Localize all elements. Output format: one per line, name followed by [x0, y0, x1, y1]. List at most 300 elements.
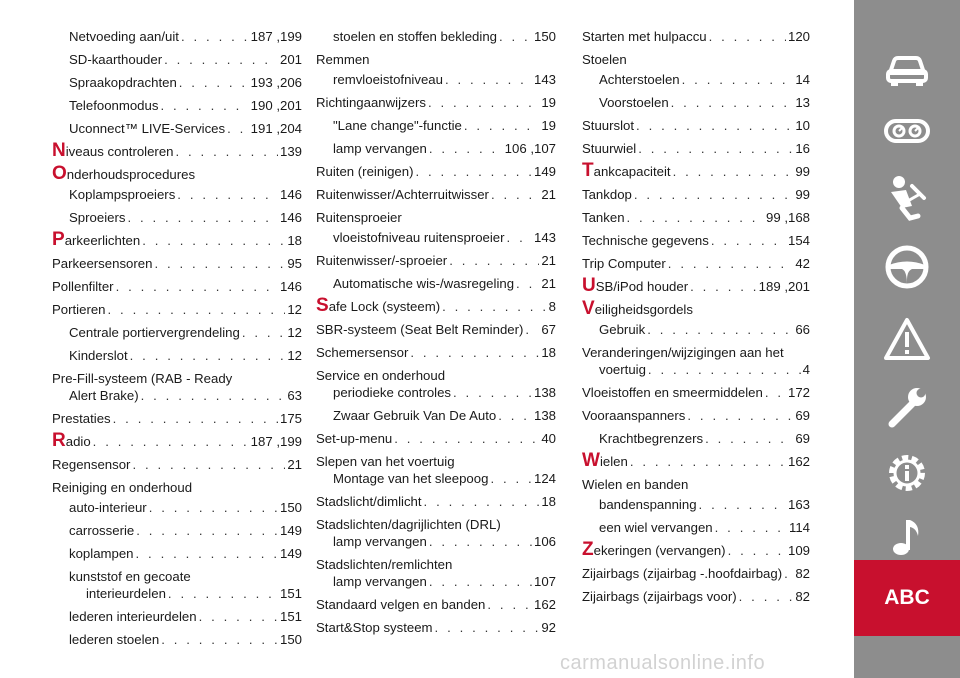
entry-text: Parkeersensoren: [52, 256, 153, 271]
entry-text: Standaard velgen en banden: [316, 597, 486, 612]
entry-text: lederen stoelen: [69, 632, 160, 647]
index-entry[interactable]: [52, 51, 302, 68]
entry-title: [582, 140, 636, 157]
index-entry[interactable]: [52, 97, 302, 114]
index-entry[interactable]: [582, 160, 810, 181]
initial-letter: R: [52, 430, 66, 451]
entry-text: een wiel vervangen: [599, 520, 713, 535]
index-entry[interactable]: [582, 255, 810, 272]
entry-title: [316, 430, 392, 447]
entry-text: ekeringen (vervangen): [593, 543, 726, 558]
dot-leader: [647, 321, 793, 338]
entry-subtitle: periodieke controles: [333, 385, 452, 400]
page-number: 146: [279, 279, 302, 294]
entry-text: Pollenfilter: [52, 279, 114, 294]
page-number: 146: [279, 187, 302, 202]
page-number: 190 ,201: [250, 98, 302, 113]
dot-leader: [108, 301, 286, 318]
dot-leader: [487, 596, 532, 613]
page-number: 151: [279, 586, 302, 601]
index-entry[interactable]: [582, 384, 810, 401]
entry-text: stoelen en stoffen bekleding: [333, 29, 497, 44]
page-number: 151: [279, 609, 302, 624]
index-entry[interactable]: [316, 229, 556, 246]
page-number: 109: [787, 543, 810, 558]
index-entry[interactable]: [52, 347, 302, 364]
index-entry[interactable]: [582, 71, 810, 88]
dot-leader: [638, 140, 793, 157]
entry-title: [52, 301, 106, 318]
index-entry[interactable]: [582, 321, 810, 338]
entry-title: [316, 252, 447, 269]
car-icon[interactable]: [882, 43, 932, 93]
index-entry[interactable]: [316, 117, 556, 134]
entry-text: SBR-systeem (Seat Belt Reminder): [316, 322, 524, 337]
index-entry[interactable]: [582, 430, 810, 447]
dot-leader: [687, 407, 793, 424]
entry-text: afe Lock (systeem): [328, 299, 441, 314]
entry-title: Stadslichten/dagrijlichten (DRL): [316, 517, 501, 532]
dot-leader: [136, 545, 278, 562]
index-entry[interactable]: [316, 186, 556, 203]
index-entry[interactable]: [52, 430, 302, 451]
dashboard-icon[interactable]: [882, 106, 932, 156]
entry-title: [316, 295, 441, 316]
dot-leader: [113, 410, 278, 427]
entry-title: [69, 545, 134, 562]
entry-title: [582, 51, 627, 68]
dot-leader: [507, 229, 532, 246]
index-entry[interactable]: [582, 298, 810, 319]
index-entry[interactable]: [316, 275, 556, 292]
index-entry[interactable]: [582, 496, 810, 513]
entry-title: [69, 120, 225, 137]
entry-title: [52, 479, 192, 496]
dot-leader: [739, 588, 794, 605]
entry-text: Stadslicht/dimlicht: [316, 494, 422, 509]
page-number: 19: [541, 118, 556, 133]
index-entry[interactable]: [52, 608, 302, 625]
index-entry[interactable]: [52, 499, 302, 516]
entry-title: [52, 456, 130, 473]
entry-title: [582, 539, 726, 560]
entry-title: [316, 163, 414, 180]
entry-text: Tanken: [582, 210, 625, 225]
initial-letter: T: [582, 160, 594, 181]
entry-text: Technische gegevens: [582, 233, 709, 248]
index-entry[interactable]: [316, 163, 556, 180]
page-number: 67: [541, 322, 556, 337]
page-number: 69: [795, 431, 810, 446]
index-entry[interactable]: [316, 344, 556, 361]
index-entry[interactable]: [316, 596, 556, 613]
entry-text: Gebruik: [599, 322, 646, 337]
dot-leader: [490, 470, 532, 487]
dot-leader: [498, 407, 532, 424]
initial-letter: Z: [582, 539, 594, 560]
page-number: 124: [533, 471, 556, 486]
dot-leader: [491, 186, 539, 203]
index-entry[interactable]: [316, 295, 556, 316]
entry-title: [599, 519, 713, 536]
page-number: 10: [795, 118, 810, 133]
entry-title: [582, 209, 625, 226]
page-number: 175: [279, 411, 302, 426]
page-number: 18: [287, 233, 302, 248]
page-number: 143: [533, 230, 556, 245]
entry-subtitle: Alert Brake): [69, 388, 139, 403]
music-note-icon[interactable]: [882, 512, 932, 562]
entry-text: arkeerlichten: [64, 233, 141, 248]
page-number: 201: [279, 52, 302, 67]
entry-subtitle: lamp vervangen: [333, 534, 427, 549]
dot-leader: [429, 573, 532, 590]
index-entry[interactable]: [52, 163, 302, 184]
entry-text: Regensensor: [52, 457, 131, 472]
index-entry[interactable]: [52, 186, 302, 203]
entry-text: Voorstoelen: [599, 95, 669, 110]
page-number: 69: [795, 408, 810, 423]
page-number: 21: [541, 253, 556, 268]
index-entry[interactable]: [582, 209, 810, 226]
dot-leader: [141, 387, 286, 404]
entry-text: Krachtbegrenzers: [599, 431, 704, 446]
dot-leader: [690, 278, 757, 295]
page-number: 172: [787, 385, 810, 400]
entry-title: [333, 229, 505, 246]
entry-title: [582, 160, 671, 181]
dot-leader: [682, 71, 794, 88]
entry-text: Trip Computer: [582, 256, 666, 271]
entry-text: Starten met hulpaccu: [582, 29, 707, 44]
entry-text: vloeistofniveau ruitensproeier: [333, 230, 505, 245]
dot-leader: [227, 120, 249, 137]
entry-title: [69, 51, 162, 68]
index-entry[interactable]: [52, 301, 302, 318]
index-entry[interactable]: [316, 453, 556, 487]
index-entry[interactable]: [52, 74, 302, 91]
dot-leader: [181, 28, 249, 45]
entry-title: Pre-Fill-systeem (RAB - Ready: [52, 371, 233, 386]
index-entry[interactable]: [52, 255, 302, 272]
entry-title: [52, 255, 152, 272]
dot-leader: [435, 619, 540, 636]
entry-title: Slepen van het voertuig: [316, 454, 455, 469]
page-number: 162: [787, 454, 810, 469]
entry-text: Sproeiers: [69, 210, 126, 225]
index-entry[interactable]: [316, 252, 556, 269]
entry-title: [582, 28, 707, 45]
initial-letter: O: [52, 163, 67, 184]
index-entry[interactable]: [316, 619, 556, 636]
index-entry[interactable]: [316, 367, 556, 401]
dot-leader: [765, 384, 786, 401]
entry-title: [316, 596, 485, 613]
index-entry[interactable]: [316, 71, 556, 88]
entry-title: [316, 94, 426, 111]
index-entry[interactable]: [52, 631, 302, 648]
entry-text: Netvoeding aan/uit: [69, 29, 179, 44]
dot-leader: [705, 430, 793, 447]
entry-text: auto-interieur: [69, 500, 147, 515]
index-column-1: [52, 28, 302, 654]
index-entry[interactable]: [52, 28, 302, 45]
page-number: 107: [533, 574, 556, 589]
entry-title: [52, 229, 141, 250]
dot-leader: [177, 186, 278, 203]
page-number: 21: [287, 457, 302, 472]
index-entry[interactable]: [582, 28, 810, 45]
entry-text: Ruitenwisser/-sproeier: [316, 253, 448, 268]
index-entry[interactable]: [582, 476, 810, 493]
index-entry[interactable]: [52, 209, 302, 226]
entry-text: Set-up-menu: [316, 431, 393, 446]
entry-title: [316, 344, 408, 361]
page-number: 14: [795, 72, 810, 87]
entry-text: adio: [65, 434, 91, 449]
entry-title: [316, 51, 370, 68]
entry-text: ankcapaciteit: [593, 164, 671, 179]
index-entry[interactable]: [582, 344, 810, 378]
entry-title: [69, 631, 159, 648]
index-entry[interactable]: [52, 120, 302, 137]
dot-leader: [410, 344, 539, 361]
index-entry[interactable]: [582, 186, 810, 203]
entry-text: Centrale portiervergrendeling: [69, 325, 240, 340]
entry-text: Zijairbags (zijairbag -.hoofdairbag): [582, 566, 783, 581]
entry-title: [599, 496, 697, 513]
page-number: 187 ,199: [250, 434, 302, 449]
index-entry[interactable]: [52, 410, 302, 427]
index-abc-tab[interactable]: ABC: [854, 560, 960, 636]
index-entry[interactable]: [582, 140, 810, 157]
index-column-2: [316, 28, 556, 642]
dot-leader: [429, 140, 503, 157]
index-entry[interactable]: [52, 522, 302, 539]
entry-text: Stuurslot: [582, 118, 635, 133]
page-number: 82: [795, 566, 810, 581]
dot-leader: [168, 585, 278, 602]
index-entry[interactable]: [582, 51, 810, 68]
page-number: 82: [795, 589, 810, 604]
index-column-3: [582, 28, 810, 611]
page-number: 92: [541, 620, 556, 635]
dot-leader: [127, 209, 278, 226]
entry-title: [69, 186, 175, 203]
entry-title: [69, 209, 125, 226]
initial-letter: V: [582, 298, 595, 319]
index-entry[interactable]: [316, 516, 556, 550]
dot-leader: [516, 275, 539, 292]
index-entry[interactable]: [52, 324, 302, 341]
index-entry[interactable]: [316, 430, 556, 447]
entry-subtitle: Montage van het sleepoog: [333, 471, 489, 486]
page-number: 120: [787, 29, 810, 44]
entry-text: Ruitensproeier: [316, 210, 402, 225]
page-number: 19: [541, 95, 556, 110]
dot-leader: [525, 321, 539, 338]
index-entry[interactable]: [316, 321, 556, 338]
page-number: 150: [279, 632, 302, 647]
index-entry[interactable]: [52, 278, 302, 295]
entry-title: [599, 321, 645, 338]
index-entry[interactable]: [52, 479, 302, 496]
dot-leader: [136, 522, 278, 539]
page-number: 163: [787, 497, 810, 512]
index-entry[interactable]: [316, 407, 556, 424]
chapter-sidebar: [854, 0, 960, 678]
index-entry[interactable]: [582, 450, 810, 471]
entry-title: [52, 430, 91, 451]
page-number: 95: [287, 256, 302, 271]
page-number: 106 ,107: [504, 141, 556, 156]
entry-title: [69, 608, 197, 625]
dot-leader: [442, 298, 547, 315]
entry-text: lamp vervangen: [333, 141, 427, 156]
dot-leader: [784, 565, 793, 582]
entry-title: [333, 275, 514, 292]
dot-leader: [668, 255, 794, 272]
warning-triangle-icon[interactable]: [882, 315, 932, 365]
page-number: 191 ,204: [250, 121, 302, 136]
entry-title: [599, 430, 703, 447]
index-entry[interactable]: [582, 539, 810, 560]
entry-title: [582, 407, 685, 424]
page-number: 40: [541, 431, 556, 446]
dot-leader: [154, 255, 285, 272]
entry-text: iveaus controleren: [65, 144, 174, 159]
page-number: 12: [287, 302, 302, 317]
entry-title: [52, 163, 196, 184]
entry-text: Automatische wis-/wasregeling: [333, 276, 515, 291]
index-entry[interactable]: [582, 588, 810, 605]
entry-text: bandenspanning: [599, 497, 697, 512]
entry-text: Ruitenwisser/Achterruitwisser: [316, 187, 489, 202]
dot-leader: [445, 71, 532, 88]
wrench-icon[interactable]: [882, 382, 932, 432]
entry-title: [582, 450, 628, 471]
dot-leader: [715, 519, 787, 536]
entry-text: Zwaar Gebruik Van De Auto: [333, 408, 497, 423]
page-number: 149: [533, 164, 556, 179]
entry-text: SD-kaarthouder: [69, 52, 163, 67]
dot-leader: [636, 117, 793, 134]
dot-leader: [93, 433, 249, 450]
index-entry[interactable]: [316, 140, 556, 157]
index-entry[interactable]: [582, 275, 810, 296]
page-number: 42: [795, 256, 810, 271]
entry-title: [582, 186, 632, 203]
index-entry[interactable]: [52, 140, 302, 161]
page-number: 16: [795, 141, 810, 156]
entry-title: [69, 522, 134, 539]
entry-title: [582, 588, 737, 605]
dot-leader: [199, 608, 278, 625]
entry-text: Zijairbags (zijairbags voor): [582, 589, 737, 604]
index-entry[interactable]: [316, 94, 556, 111]
index-entry[interactable]: [52, 456, 302, 473]
dot-leader: [711, 232, 786, 249]
entry-subtitle: interieurdelen: [86, 586, 166, 601]
entry-text: Stuurwiel: [582, 141, 637, 156]
entry-text: Portieren: [52, 302, 106, 317]
page-number: 146: [279, 210, 302, 225]
index-entry[interactable]: [316, 28, 556, 45]
index-entry[interactable]: [582, 519, 810, 536]
entry-title: [333, 140, 427, 157]
index-entry[interactable]: [316, 493, 556, 510]
index-entry[interactable]: [52, 568, 302, 602]
index-entry[interactable]: [52, 229, 302, 250]
entry-text: lederen interieurdelen: [69, 609, 197, 624]
entry-title: [69, 347, 128, 364]
dot-leader: [160, 97, 248, 114]
seatbelt-person-icon[interactable]: [882, 172, 932, 222]
dot-leader: [179, 74, 249, 91]
index-entry[interactable]: [582, 565, 810, 582]
page-number: 99: [795, 187, 810, 202]
entry-text: Remmen: [316, 52, 370, 67]
initial-letter: N: [52, 140, 66, 161]
page-number: 193 ,206: [250, 75, 302, 90]
dot-leader: [634, 186, 793, 203]
index-entry[interactable]: [582, 232, 810, 249]
entry-text: Schemersensor: [316, 345, 409, 360]
page-number: 8: [548, 299, 556, 314]
entry-text: Kinderslot: [69, 348, 128, 363]
entry-title: [599, 71, 680, 88]
entry-title: [582, 476, 688, 493]
entry-title: [582, 565, 782, 582]
index-entry[interactable]: [52, 545, 302, 562]
dot-leader: [709, 28, 786, 45]
entry-text: Start&Stop systeem: [316, 620, 433, 635]
entry-text: Prestaties: [52, 411, 111, 426]
page-number: 99: [795, 164, 810, 179]
index-entry[interactable]: [582, 94, 810, 111]
entry-subtitle: lamp vervangen: [333, 574, 427, 589]
page-number: 154: [787, 233, 810, 248]
entry-text: remvloeistofniveau: [333, 72, 443, 87]
initial-letter: P: [52, 229, 65, 250]
page-number: 189 ,201: [758, 279, 810, 294]
entry-subtitle: voertuig: [599, 362, 646, 377]
gear-info-icon[interactable]: [882, 448, 932, 498]
entry-text: Tankdop: [582, 187, 632, 202]
dot-leader: [142, 232, 285, 249]
entry-title: [333, 28, 497, 45]
dot-leader: [673, 163, 794, 180]
index-entry[interactable]: [582, 117, 810, 134]
entry-title: [582, 384, 763, 401]
index-entry[interactable]: [52, 370, 302, 404]
entry-title: [599, 94, 669, 111]
entry-title: [69, 324, 240, 341]
dot-leader: [116, 278, 278, 295]
entry-title: [582, 255, 666, 272]
index-entry[interactable]: [316, 51, 556, 68]
index-entry[interactable]: [582, 407, 810, 424]
entry-text: eiligheidsgordels: [594, 302, 693, 317]
dot-leader: [464, 117, 539, 134]
index-entry[interactable]: [316, 209, 556, 226]
page-number: 143: [533, 72, 556, 87]
initial-letter: U: [582, 275, 596, 296]
index-entry[interactable]: [316, 556, 556, 590]
dot-leader: [699, 496, 786, 513]
dot-leader: [671, 94, 794, 111]
steering-wheel-icon[interactable]: [882, 242, 932, 292]
